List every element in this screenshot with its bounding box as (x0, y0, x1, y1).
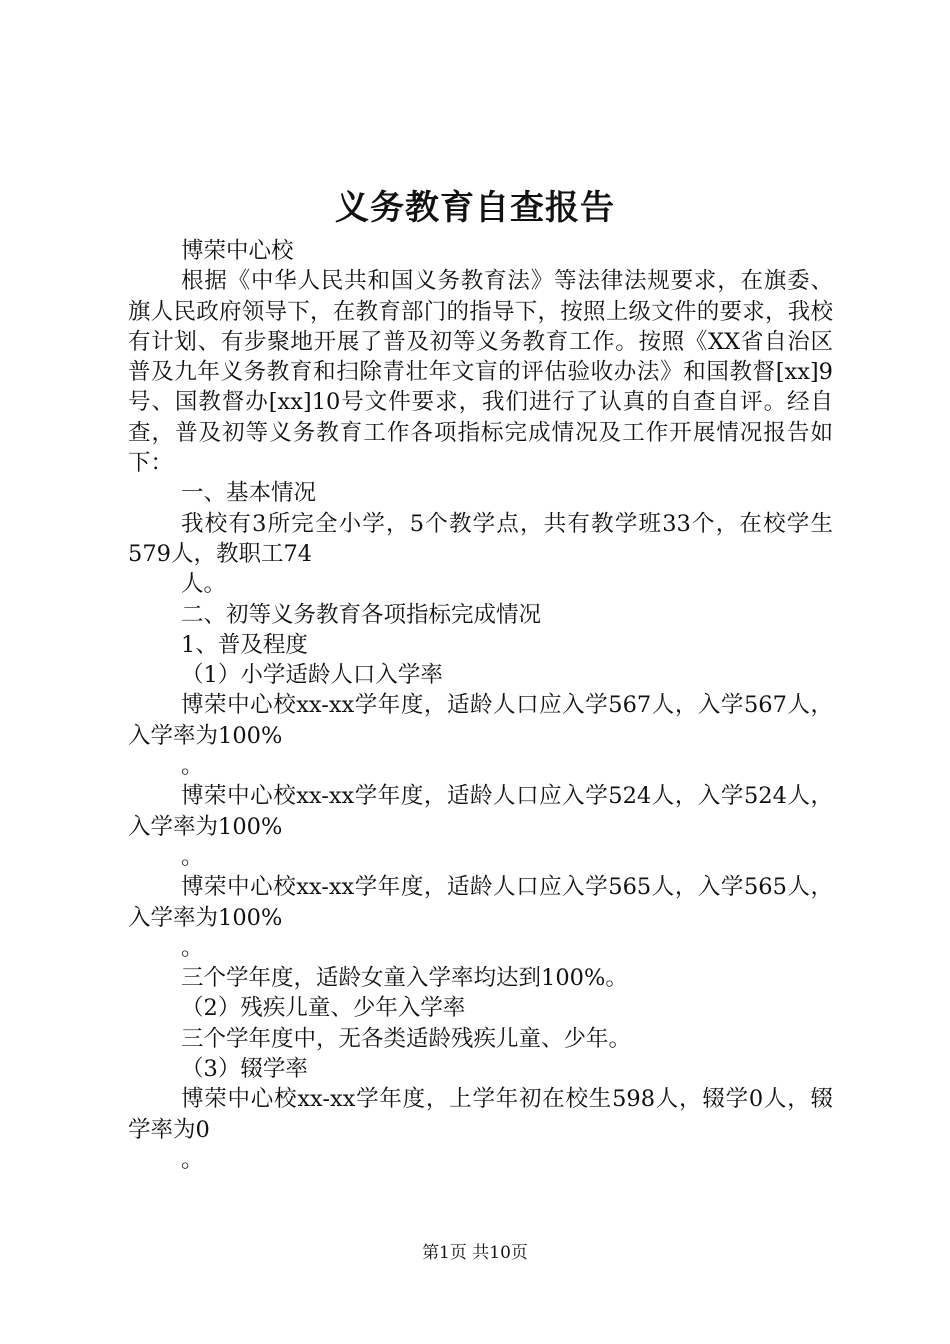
enrollment-period: 。 (181, 753, 204, 780)
basic-info-continuation: 人。 (181, 571, 227, 598)
disabled-paragraph: 三个学年度中，无各类适龄残疾儿童、少年。 (181, 1025, 632, 1052)
item-heading-dropout: （3）辍学率 (181, 1056, 308, 1083)
basic-info-paragraph: 我校有3所完全小学，5个教学点，共有教学班33个，在校学生579人，教职工74 (128, 510, 833, 567)
dropout-period: 。 (181, 1146, 204, 1173)
item-heading-disabled: （2）残疾儿童、少年入学率 (181, 995, 466, 1022)
school-name: 博荣中心校 (181, 238, 294, 264)
document-body (128, 236, 833, 1175)
document-title: 义务教育自查报告 (335, 188, 615, 228)
page-footer: 第1页 共10页 (422, 1243, 528, 1263)
dropout-paragraph: 博荣中心校xx-xx学年度，上学年初在校生598人，辍学0人，辍学率为0 (128, 1086, 833, 1143)
intro-paragraph: 根据《中华人民共和国义务教育法》等法律法规要求，在旗委、旗人民政府领导下，在教育部门的指导下，按照上级文件的要求，我校有计划、有步聚地开展了普及初等义务教育工作。按照《XX省自治区普及九年义务教育和扫除青壮年文盲的评估验收办法》和国教督[xx]9号、国教督办[xx]10号文件要求，我们进行了认真的自查自评。经自查，普及初等义务教育工作各项指标完成情况及工作开展情况报告如下： (128, 268, 833, 477)
section-heading-indicators: 二、初等义务教育各项指标完成情况 (181, 601, 542, 628)
subsection-heading-coverage: 1、普及程度 (181, 631, 308, 658)
enrollment-paragraph: 博荣中心校xx-xx学年度，适龄人口应入学524人，入学524人，入学率为100% (128, 783, 833, 840)
enrollment-period: 。 (181, 934, 204, 961)
enrollment-paragraph: 博荣中心校xx-xx学年度，适龄人口应入学567人，入学567人，入学率为100% (128, 692, 833, 749)
enrollment-paragraph: 博荣中心校xx-xx学年度，适龄人口应入学565人，入学565人，入学率为100% (128, 874, 833, 931)
enrollment-period: 。 (181, 843, 204, 870)
item-heading-enrollment: （1）小学适龄人口入学率 (181, 662, 443, 689)
girls-enrollment-paragraph: 三个学年度，适龄女童入学率均达到100%。 (181, 965, 628, 992)
section-heading-basic: 一、基本情况 (181, 480, 317, 507)
